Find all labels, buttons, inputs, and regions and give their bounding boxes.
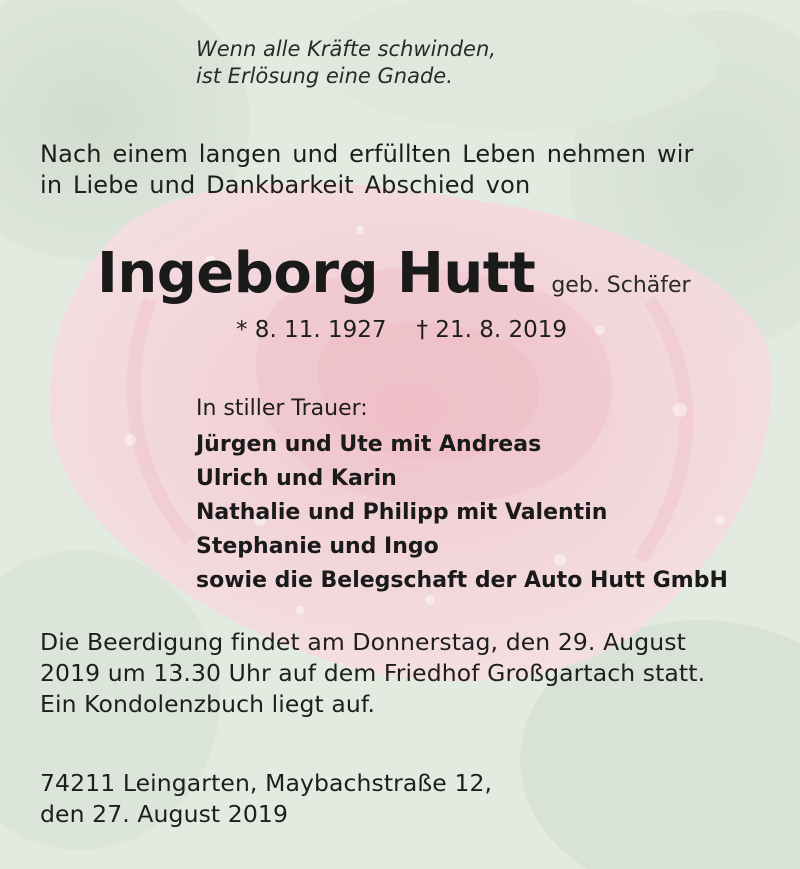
birth-date: * 8. 11. 1927: [236, 317, 387, 343]
deceased-name: Ingeborg Hutt: [97, 241, 536, 306]
address-date: den 27. August 2019: [40, 800, 288, 828]
address-block: [40, 768, 492, 830]
life-dates: [236, 315, 567, 345]
mourner-entry: Jürgen und Ute mit Andreas: [196, 432, 542, 457]
mourner-entry: Ulrich und Karin: [196, 466, 397, 491]
intro-line-2: in Liebe und Dankbarkeit Abschied von: [40, 171, 531, 199]
funeral-info: [40, 627, 705, 720]
mourner-entry: Nathalie und Philipp mit Valentin: [196, 500, 608, 525]
mourner-entry: Stephanie und Ingo: [196, 534, 439, 559]
motto: [196, 36, 496, 90]
death-date: † 21. 8. 2019: [416, 317, 567, 343]
address-line-1: 74211 Leingarten, Maybachstraße 12,: [40, 769, 493, 797]
funeral-line-3: Ein Kondolenzbuch liegt auf.: [40, 690, 376, 718]
mourners-label: In stiller Trauer:: [196, 396, 368, 421]
mourners-list: [196, 428, 728, 598]
maiden-name: geb. Schäfer: [551, 273, 691, 298]
intro-line-1: Nach einem langen und erfüllten Leben nehmen wir: [40, 140, 694, 168]
motto-line-1: Wenn alle Kräfte schwinden,: [196, 37, 496, 61]
funeral-line-1: Die Beerdigung findet am Donnerstag, den 29. August: [40, 628, 686, 656]
motto-line-2: ist Erlösung eine Gnade.: [196, 64, 453, 88]
deceased-name-line: [97, 241, 691, 307]
intro-text: [40, 139, 694, 201]
mourner-entry: sowie die Belegschaft der Auto Hutt GmbH: [196, 568, 728, 593]
funeral-line-2: 2019 um 13.30 Uhr auf dem Friedhof Großgartach statt.: [40, 659, 706, 687]
